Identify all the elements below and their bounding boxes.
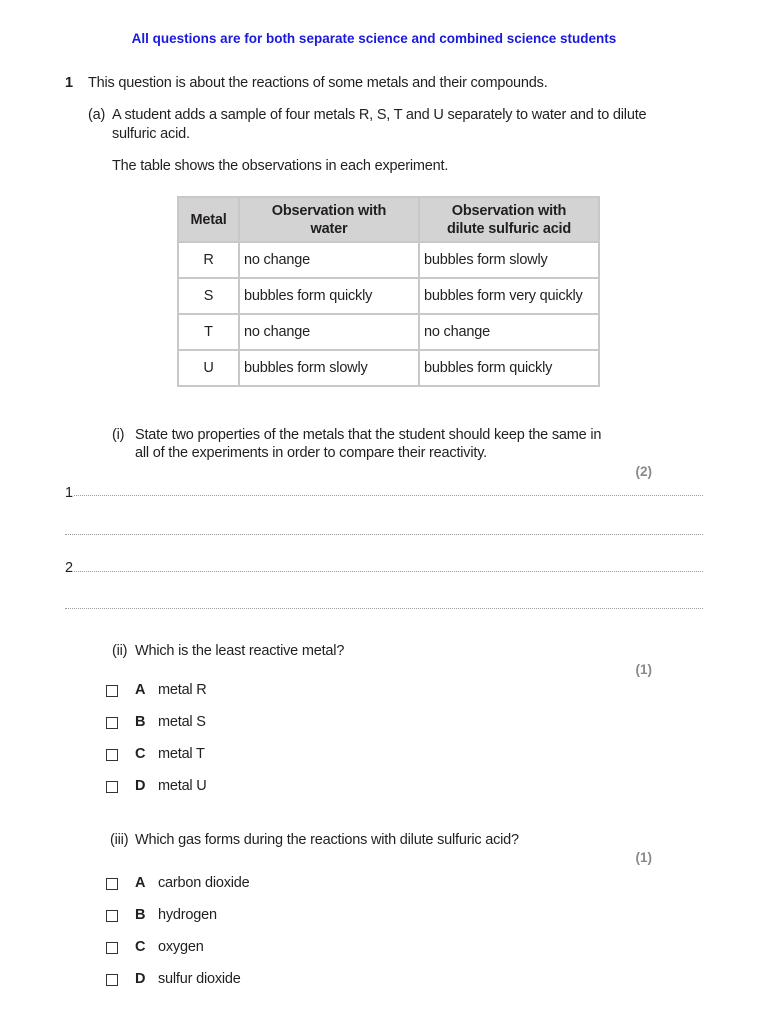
part-iii-label: (iii) <box>110 832 129 848</box>
observation-table <box>177 196 600 387</box>
option-d[interactable]: D sulfur dioxide <box>106 971 406 991</box>
answer-label-1: 1 <box>65 485 73 501</box>
option-c[interactable]: C metal T <box>106 746 406 766</box>
cell-water: bubbles form quickly <box>239 278 419 314</box>
part-iii-marks: (1) <box>635 850 652 865</box>
option-a[interactable]: A metal R <box>106 682 406 702</box>
checkbox-icon[interactable] <box>106 910 118 922</box>
header-water: Observation with water <box>239 197 419 242</box>
answer-line-2b[interactable] <box>65 608 703 609</box>
question-intro: This question is about the reactions of some metals and their compounds. <box>88 75 548 91</box>
answer-line-1[interactable] <box>74 495 703 496</box>
page-banner: All questions are for both separate science and combined science students <box>131 31 617 46</box>
answer-line-1b[interactable] <box>65 534 703 535</box>
part-i-text-line1: State two properties of the metals that the student should keep the same in <box>135 427 602 443</box>
part-iii-text: Which gas forms during the reactions with dilute sulfuric acid? <box>135 832 519 848</box>
cell-metal: S <box>178 278 239 314</box>
cell-water: bubbles form slowly <box>239 350 419 386</box>
table-row <box>178 278 599 314</box>
table-intro: The table shows the observations in each experiment. <box>112 158 449 174</box>
part-i-label: (i) <box>112 427 125 443</box>
part-i-marks: (2) <box>635 464 652 479</box>
part-a-label: (a) <box>88 107 106 123</box>
answer-line-2[interactable] <box>74 571 703 572</box>
header-metal: Metal <box>178 197 239 242</box>
table-header-row <box>178 197 599 242</box>
checkbox-icon[interactable] <box>106 685 118 697</box>
answer-label-2: 2 <box>65 560 73 576</box>
part-ii-text: Which is the least reactive metal? <box>135 643 345 659</box>
cell-acid: bubbles form quickly <box>419 350 599 386</box>
checkbox-icon[interactable] <box>106 717 118 729</box>
table-row <box>178 242 599 278</box>
cell-acid: bubbles form slowly <box>419 242 599 278</box>
table-row <box>178 350 599 386</box>
part-ii-label: (ii) <box>112 643 128 659</box>
option-d[interactable]: D metal U <box>106 778 406 798</box>
cell-water: no change <box>239 242 419 278</box>
checkbox-icon[interactable] <box>106 878 118 890</box>
part-i-text-line2: all of the experiments in order to compare their reactivity. <box>135 445 488 461</box>
checkbox-icon[interactable] <box>106 942 118 954</box>
option-b[interactable]: B hydrogen <box>106 907 406 927</box>
cell-metal: T <box>178 314 239 350</box>
cell-acid: bubbles form very quickly <box>419 278 599 314</box>
cell-metal: R <box>178 242 239 278</box>
part-a-text-line2: sulfuric acid. <box>112 126 190 142</box>
option-c[interactable]: C oxygen <box>106 939 406 959</box>
part-ii-marks: (1) <box>635 662 652 677</box>
table-row <box>178 314 599 350</box>
option-b[interactable]: B metal S <box>106 714 406 734</box>
cell-metal: U <box>178 350 239 386</box>
checkbox-icon[interactable] <box>106 749 118 761</box>
checkbox-icon[interactable] <box>106 974 118 986</box>
header-acid: Observation with dilute sulfuric acid <box>419 197 599 242</box>
cell-water: no change <box>239 314 419 350</box>
option-a[interactable]: A carbon dioxide <box>106 875 406 895</box>
cell-acid: no change <box>419 314 599 350</box>
checkbox-icon[interactable] <box>106 781 118 793</box>
part-a-text-line1: A student adds a sample of four metals R, S, T and U separately to water and to dilute <box>112 107 647 123</box>
question-number: 1 <box>65 75 73 91</box>
